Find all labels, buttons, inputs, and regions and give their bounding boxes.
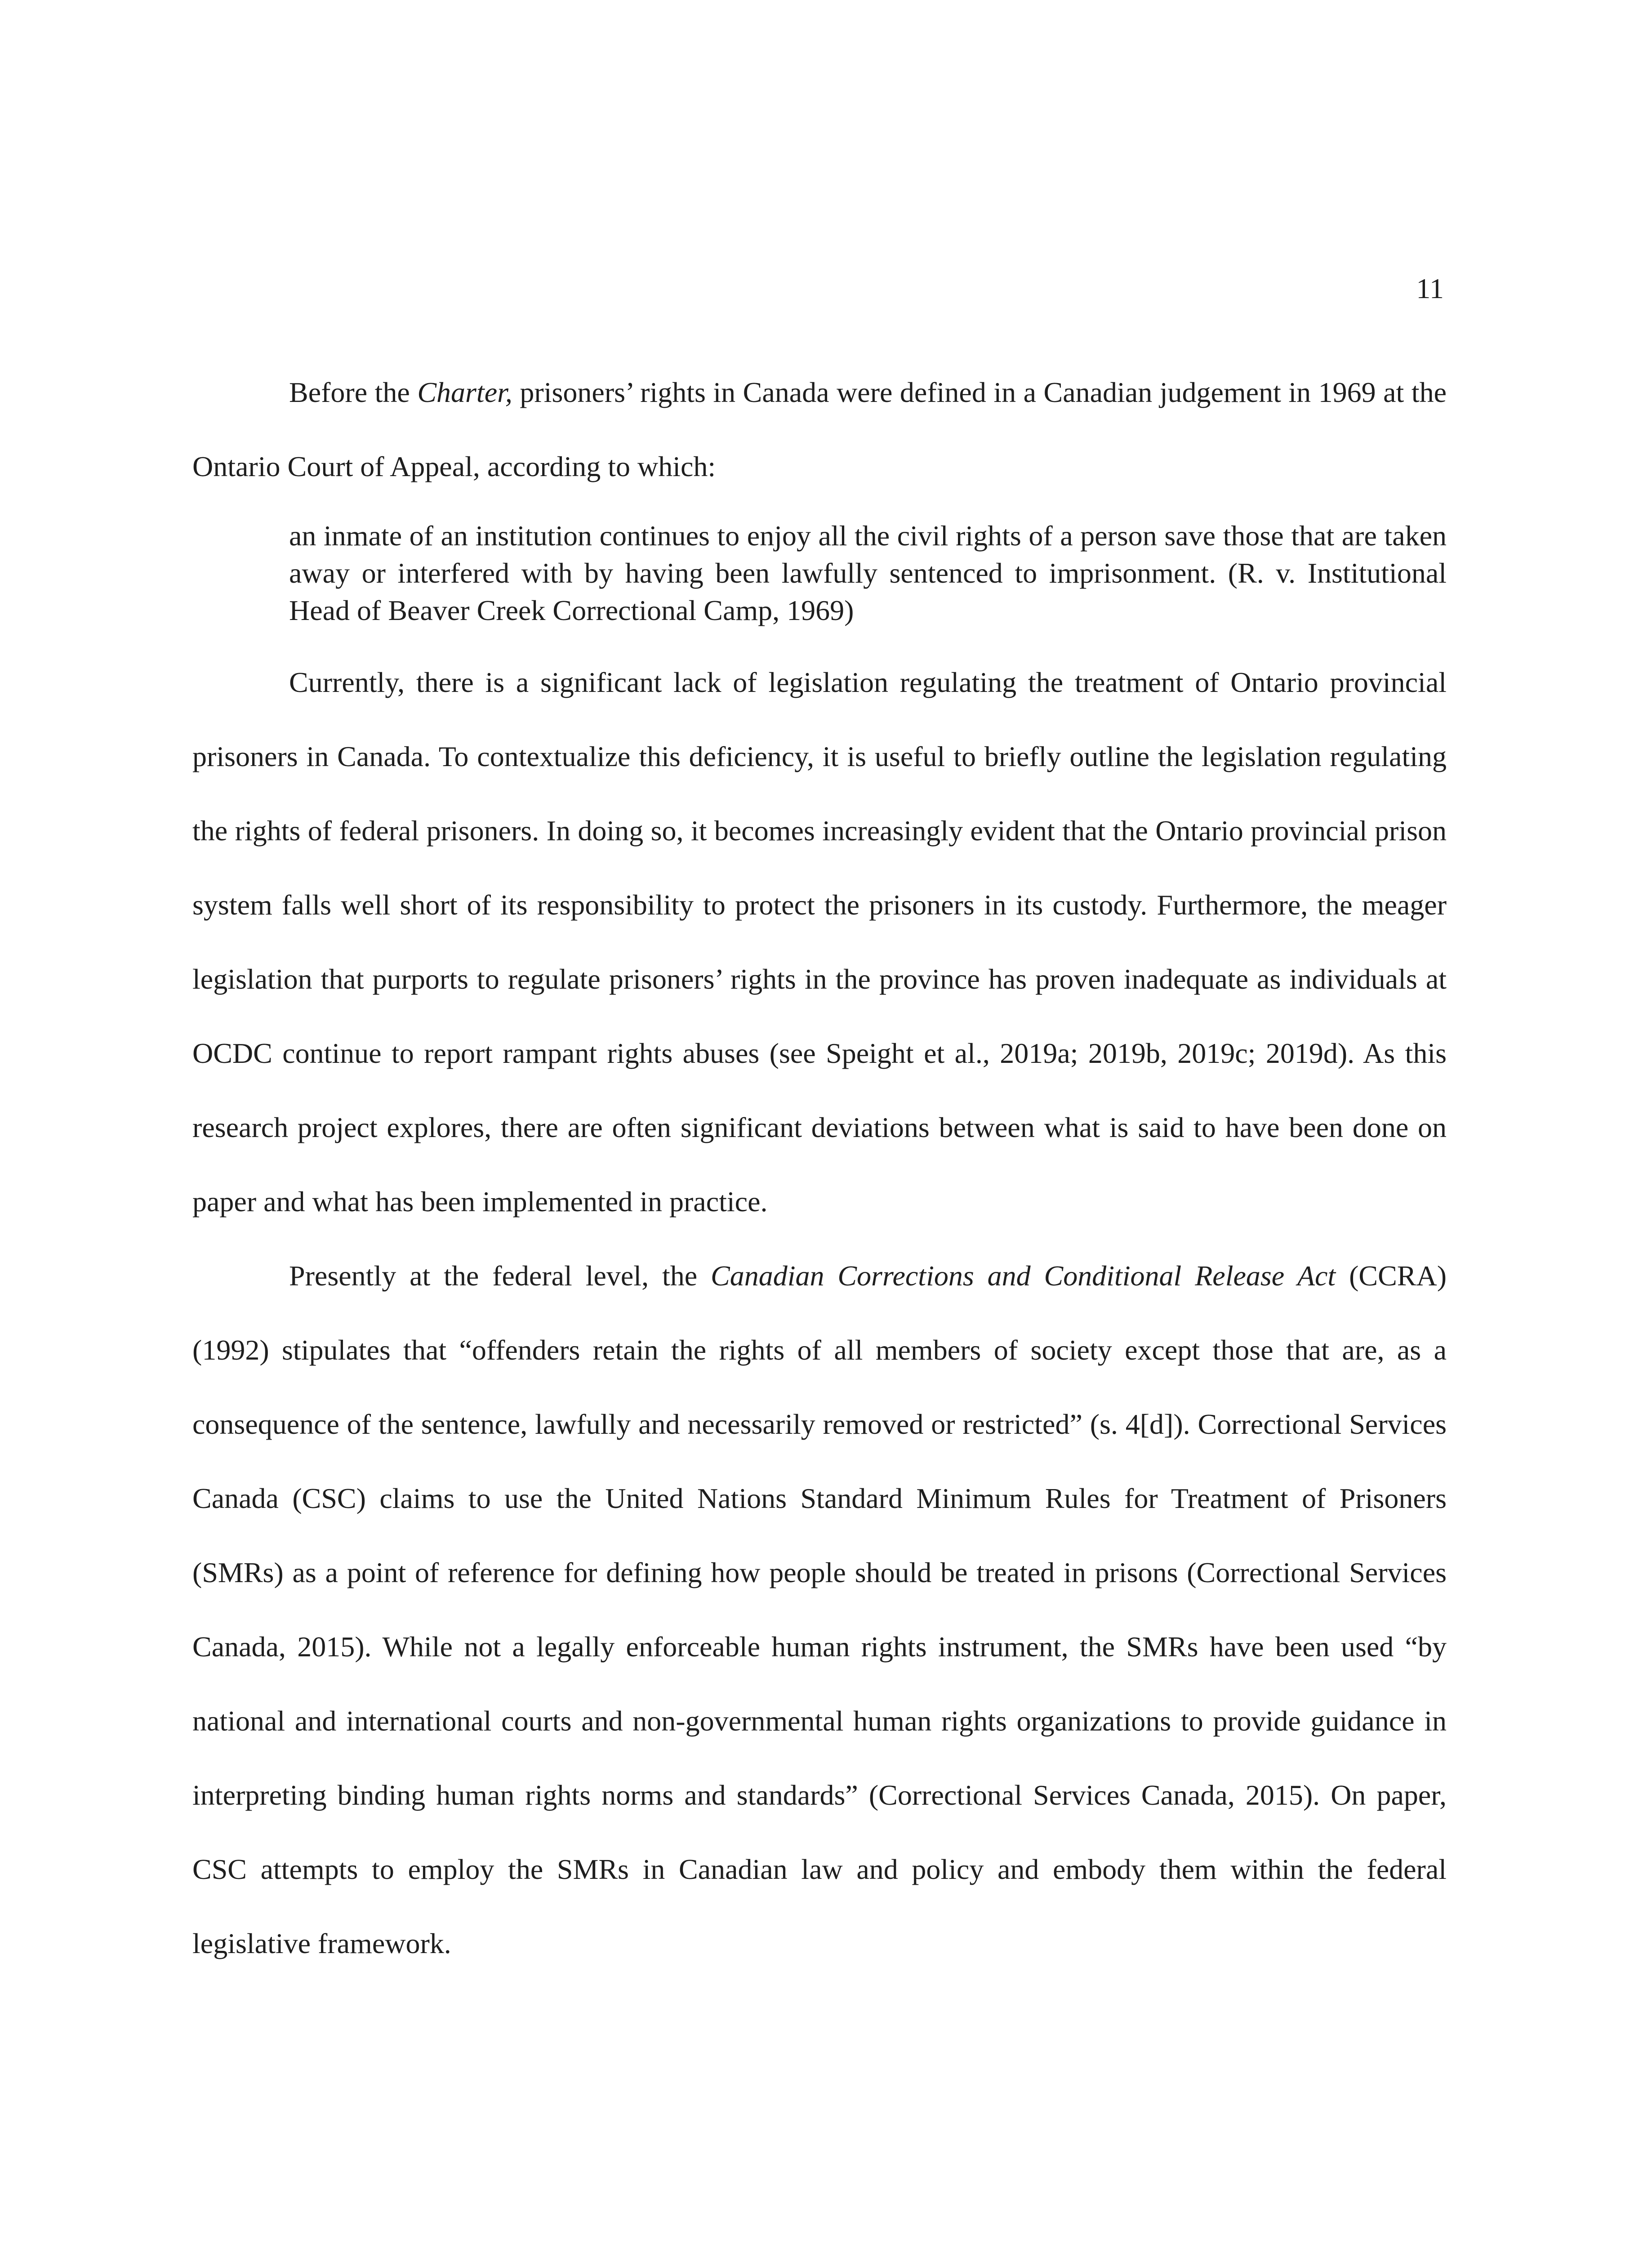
page-number: 11: [1416, 272, 1444, 304]
paragraph-intro: [192, 355, 1447, 504]
paragraph-presently-end: (CCRA) (1992) stipulates that “offenders retain the rights of all members of society except those that are, as a consequence of the sentence, lawfully and necessarily removed or restricted” (s. 4[d]). Correctional Services Canada (CSC) claims to use the United Nations Standard Minimum Rules for Treatment of Prisoners (SMRs) as a point of reference for defining how people should be treated in prisons (Correctional Services Canada, 2015). While not a legally enforceable human rights instrument, the SMRs have been used “by national and international courts and non-governmental human rights organizations to provide guidance in interpreting binding human rights norms and standards” (Correctional Services Canada, 2015). On paper, CSC attempts to employ the SMRs in Canadian law and policy and embody them within the federal legislative framework.: [192, 1260, 1447, 1959]
paragraph-presently-start: Presently at the federal level, the: [289, 1260, 711, 1292]
paragraph-presently: [192, 1239, 1447, 1980]
body-text-2: [192, 645, 1447, 1980]
paragraph-intro-start: Before the: [289, 376, 418, 408]
block-quote-container: [192, 517, 1447, 629]
paragraph-intro-end: prisoners’ rights in Canada were defined in a Canadian judgement in 1969 at the Ontario Court of Appeal, according to which:: [192, 376, 1447, 482]
ccra-italic: Canadian Corrections and Conditional Release Act: [711, 1260, 1336, 1292]
charter-italic: Charter,: [417, 376, 512, 408]
paragraph-currently: Currently, there is a significant lack of legislation regulating the treatment of Ontario provincial prisoners in Canada. To contextualize this deficiency, it is useful to briefly outline the legislation regulating the rights of federal prisoners. In doing so, it becomes increasingly evident that the Ontario provincial prison system falls well short of its responsibility to protect the prisoners in its custody. Furthermore, the meager legislation that purports to regulate prisoners’ rights in the province has proven inadequate as individuals at OCDC continue to report rampant rights abuses (see Speight et al., 2019a; 2019b, 2019c; 2019d). As this research project explores, there are often significant deviations between what is said to have been done on paper and what has been implemented in practice.: [192, 666, 1447, 1218]
body-text: [192, 355, 1447, 504]
block-quote: an inmate of an institution continues to enjoy all the civil rights of a person save those that are taken away or interfered with by having been lawfully sentenced to imprisonment. (R. v. Institutional Head of Beaver Creek Correctional Camp, 1969): [289, 520, 1447, 626]
